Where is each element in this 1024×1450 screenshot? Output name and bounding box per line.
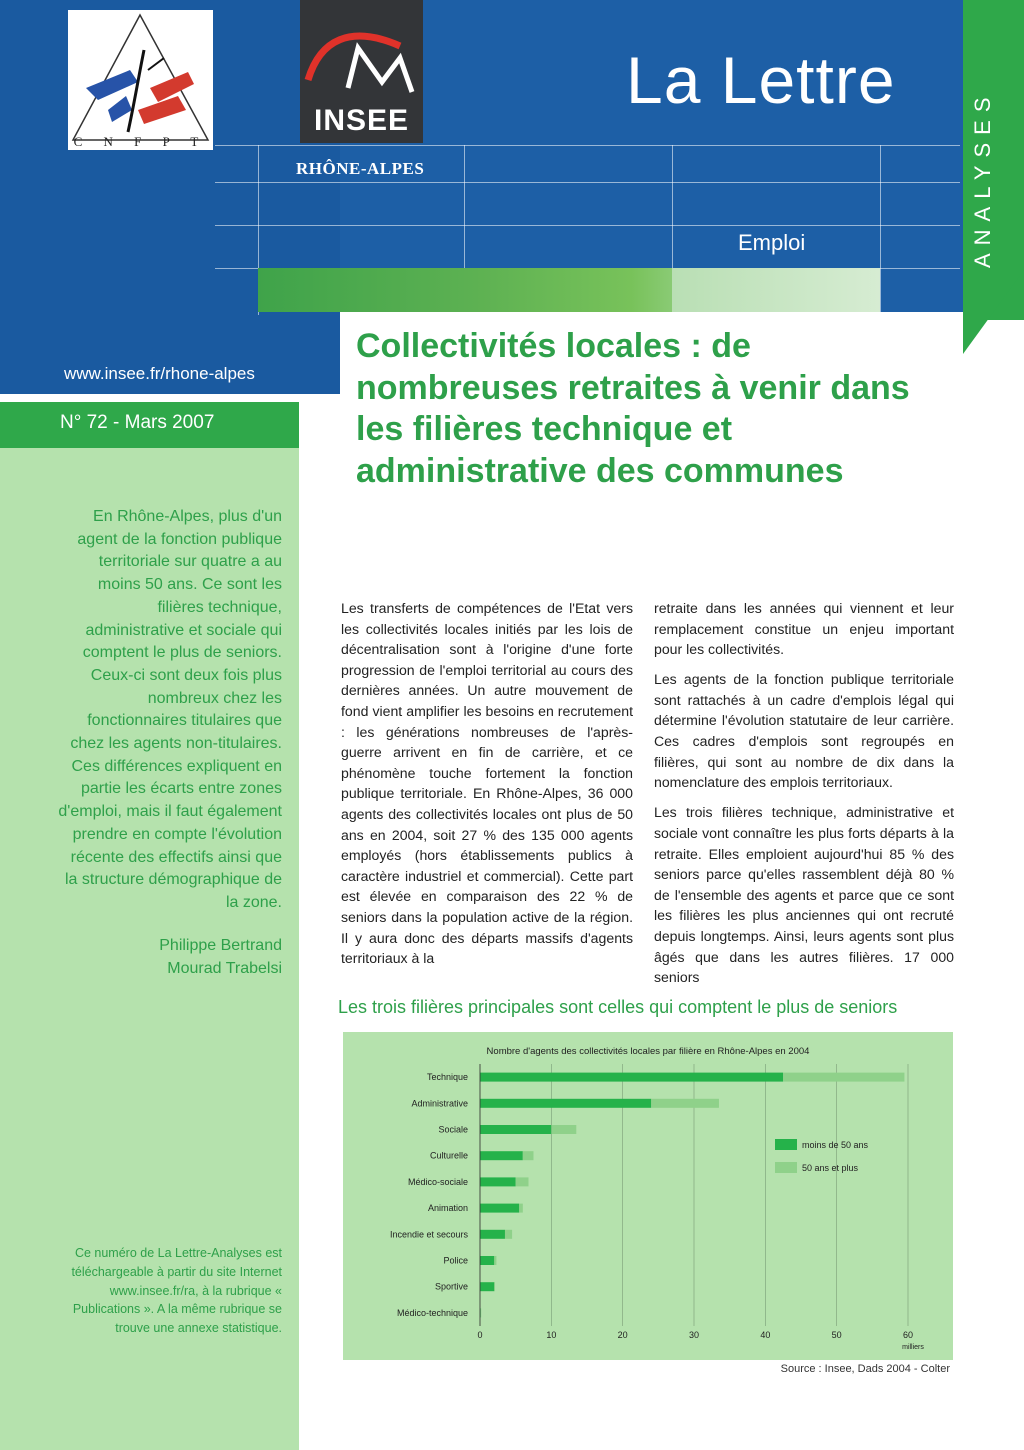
grid-line — [215, 145, 960, 146]
grid-line — [215, 182, 960, 183]
bar — [523, 1151, 534, 1160]
grid-line — [215, 225, 960, 226]
legend-label: 50 ans et plus — [802, 1163, 859, 1173]
summary-text: En Rhône-Alpes, plus d'un agent de la fonction publique territoriale sur quatre a au moins 50 ans. Ce sont les filières technique, administrative et sociale qui comptent le plus de seniors. Ceux-ci sont deux fois plus nombreux chez les fonctionnaires titulaires que chez les agents non-titulaires. Ces différences expliquent en partie les écarts entre zones d'emploi, mais il faut également prendre en compte l'évolution récente des effectifs ainsi que la structure démographique de la zone. — [58, 508, 282, 911]
x-tick-label: 30 — [688, 1330, 700, 1340]
x-tick-label: 40 — [760, 1330, 771, 1340]
x-tick-label: 0 — [477, 1330, 483, 1340]
bar — [494, 1282, 495, 1291]
website-link[interactable]: www.insee.fr/rhone-alpes — [64, 364, 255, 383]
grid-line — [880, 145, 881, 315]
publication-title: La Lettre — [626, 43, 896, 117]
insee-logo-text: INSEE — [313, 104, 410, 137]
legend-swatch — [775, 1139, 797, 1150]
insee-region: RHÔNE-ALPES — [296, 159, 425, 178]
series-band-tip — [963, 270, 1024, 354]
x-tick-label: 60 — [902, 1330, 914, 1340]
bar — [480, 1073, 783, 1082]
category-label: Culturelle — [429, 1150, 468, 1161]
legend-label: moins de 50 ans — [802, 1140, 869, 1150]
bar — [651, 1099, 719, 1108]
category-label: Sociale — [438, 1124, 468, 1135]
cnfpt-logo-text: C N F P T — [73, 134, 208, 149]
bar — [480, 1099, 651, 1108]
bar — [480, 1151, 523, 1160]
bar — [494, 1256, 496, 1265]
bar — [783, 1073, 904, 1082]
category-label: Administrative — [411, 1098, 468, 1109]
bar — [480, 1256, 494, 1265]
bar — [516, 1177, 529, 1186]
x-tick-label: 50 — [831, 1330, 842, 1340]
bar — [505, 1230, 512, 1239]
cnfpt-logo — [68, 10, 213, 150]
x-axis-label: milliers — [902, 1344, 924, 1351]
bar — [519, 1204, 523, 1213]
author: Philippe Bertrand — [159, 937, 282, 954]
category-label: Incendie et secours — [389, 1229, 468, 1240]
article-title: Collectivités locales : de nombreuses retraites à venir dans les filières technique et administrative des communes — [356, 327, 910, 490]
bar-chart — [343, 1032, 953, 1360]
bar — [480, 1204, 519, 1213]
download-note: Ce numéro de La Lettre-Analyses est téléchargeable à partir du site Internet www.insee.fr/ra, à la rubrique « Publications ». A la même rubrique se trouve une annexe statistique. — [71, 1246, 282, 1336]
body-column-2 — [654, 598, 954, 997]
body-column-1 — [341, 598, 633, 978]
bar — [551, 1125, 576, 1134]
legend-swatch — [775, 1162, 797, 1173]
category-label: Médico-sociale — [407, 1176, 468, 1187]
authors — [100, 934, 282, 980]
paragraph: Les transferts de compétences de l'Etat vers les collectivités locales initiés par les lois de décentralisation sont à l'origine d'une forte progression de l'emploi territorial au cours des dernières années. Un autre mouvement de fond vient amplifier les besoins en recrutement : les générations nombreuses de l'après-guerre arrivent en fin de carrière, et ce phénomène touche fortement la fonction publique territoriale. En Rhône-Alpes, 36 000 agents des collectivités locales ont plus de 50 ans en 2004, soit 27 % des 135 000 agents employés (hors établissements publics à caractère industriel et commercial). Cette part est élevée en comparaison des 22 % de seniors dans la population active de la région. Il y aura donc des départs massifs d'agents territoriaux à la — [341, 600, 633, 967]
chart-title: Nombre d'agents des collectivités locales par filière en Rhône-Alpes en 2004 — [486, 1046, 810, 1057]
bar — [480, 1282, 494, 1291]
category-label: Police — [443, 1255, 468, 1266]
paragraph: Les trois filières technique, administrative et sociale vont connaître les plus forts départs à la retraite. Elles emploient aujourd'hui 85 % des seniors parce qu'elles rassemblent déjà 80 % de l'ensemble des agents et parce que ce sont les filières les plus anciennes qui ont recruté depuis longtemps. Ainsi, leurs agents sont plus âgés que dans les autres filières. 17 000 seniors — [654, 804, 954, 986]
category-label: Sportive — [434, 1281, 468, 1292]
category-label: Animation — [427, 1203, 468, 1214]
issue-number: N° 72 - Mars 2007 — [60, 412, 215, 433]
chart-heading: Les trois filières principales sont celles qui comptent le plus de seniors — [338, 997, 898, 1017]
header-photo-strip — [672, 268, 880, 312]
category-label: Technique — [426, 1072, 468, 1083]
bar — [481, 1308, 482, 1317]
author: Mourad Trabelsi — [167, 960, 282, 977]
paragraph: retraite dans les années qui viennent et leur remplacement constitue un enjeu important pour les collectivités. — [654, 600, 954, 658]
x-tick-label: 10 — [546, 1330, 557, 1340]
bar — [480, 1125, 551, 1134]
bar — [480, 1177, 516, 1186]
series-label: ANALYSES — [970, 89, 995, 268]
bar — [480, 1230, 505, 1239]
section-label: Emploi — [738, 230, 806, 255]
x-tick-label: 20 — [617, 1330, 628, 1340]
paragraph: Les agents de la fonction publique territoriale sont rattachés à un cadre d'emplois légal qui détermine l'évolution statutaire de leur carrière. Ces cadres d'emplois sont regroupés en filières, qui sont au nombre de dix dans la nomenclature des emplois territoriaux. — [654, 671, 954, 791]
category-label: Médico-technique — [396, 1307, 468, 1318]
chart-source: Source : Insee, Dads 2004 - Colter — [780, 1363, 950, 1375]
